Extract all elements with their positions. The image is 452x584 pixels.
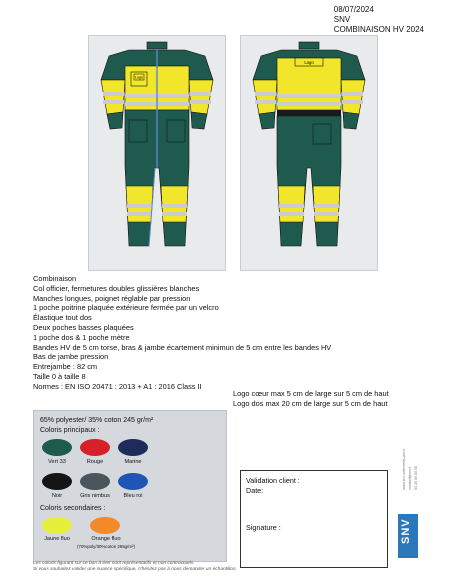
contact-line: www.snv-vetements-pro.fr [402,448,406,490]
swatch-label: Jaune fluo [44,536,70,542]
product-name: COMBINAISON HV 2024 [333,25,424,34]
front-view-panel [88,35,226,271]
front-coverall-illustration [89,36,225,270]
front-logo-label: Logo [135,75,143,80]
brand-logo [398,514,418,558]
desc-line: 1 poche poitrine plaquée extérieure fermée par un velcro [33,303,219,313]
swatch-sublabel: (70%poly/30%coton 265g/m²) [77,544,135,549]
desc-line: Normes : EN ISO 20471 : 2013 + A1 : 2016 Class II [33,381,202,391]
swatch-noir[interactable] [42,473,72,490]
swatch-label: Bleu roi [123,493,143,499]
swatch-jaune-fluo[interactable] [42,517,72,534]
brand-name: SNV [400,518,412,544]
contact-line: contact@snv.fr [408,466,412,490]
desc-line: Combinaison [33,274,77,283]
main-colors-title: Coloris principaux : [40,427,100,434]
swatch-label: Rouge [86,459,104,465]
desc-line: Élastique tout dos [33,313,92,323]
swatch-gris-nimbus[interactable] [80,473,110,490]
contact-line: 03 20 00 00 00 [414,466,418,490]
desc-line: Deux poches basses plaquées [33,322,134,332]
client-validation-box[interactable] [240,470,388,568]
back-logo-label: Logo [304,60,314,65]
swatch-label: Noir [51,493,63,499]
logo-note-front: Logo cœur max 5 cm de large sur 5 cm de haut [233,389,389,398]
swatch-rouge[interactable] [80,439,110,456]
document-header [334,5,424,35]
side-contact-strip [398,250,438,550]
desc-line: 1 poche dos & 1 poche mètre [33,332,130,342]
swatch-marine[interactable] [118,439,148,456]
fabric-composition: 65% polyester/ 35% coton 245 gr/m² [40,417,154,424]
desc-line: Bas de jambe pression [33,352,109,362]
desc-line: Entrejambe : 82 cm [33,362,98,372]
logo-note-back: Logo dos max 20 cm de large sur 5 cm de haut [233,398,388,408]
swatch-vert[interactable] [42,439,72,456]
validation-date-label: Date: [246,486,264,495]
logo-notes [233,389,389,409]
secondary-colors-title: Coloris secondaires : [40,505,106,512]
validation-client-label: Validation client : [246,476,300,485]
swatch-label: Gris nimbus [80,493,110,499]
document-date: 08/07/2024 [333,5,374,14]
disclaimer-line: Les coloris figurant sur ce bon à tirer sont représentatifs et non contractuels. [33,561,195,566]
desc-line: Taille 0 à taille 8 [33,371,86,381]
desc-line: Col officier, fermetures doubles glissières blanches [33,283,200,293]
swatch-label: Marine [124,459,142,465]
back-view-panel [240,35,378,271]
swatch-label: Orange fluo [91,536,121,542]
color-options-box [33,410,227,562]
back-coverall-illustration [241,36,377,270]
validation-signature-label: Signature : [246,523,281,532]
swatch-bleu-roi[interactable] [118,473,148,490]
client-name: SNV [333,15,351,24]
product-description [33,274,363,392]
swatch-label: Vert 33 [48,459,66,465]
desc-line: Bandes HV de 5 cm torse, bras & jambe écartement minimun de 5 cm entre les bandes HV [33,342,332,352]
desc-line: Manches longues, poignet réglable par pression [33,293,191,303]
disclaimer-line: Si vous souhaitez valider une nuance spécifique, n'hésitez pas à nous demander un échantillon. [33,567,237,573]
footer-disclaimer [33,561,237,573]
swatch-orange-fluo[interactable] [90,517,120,534]
